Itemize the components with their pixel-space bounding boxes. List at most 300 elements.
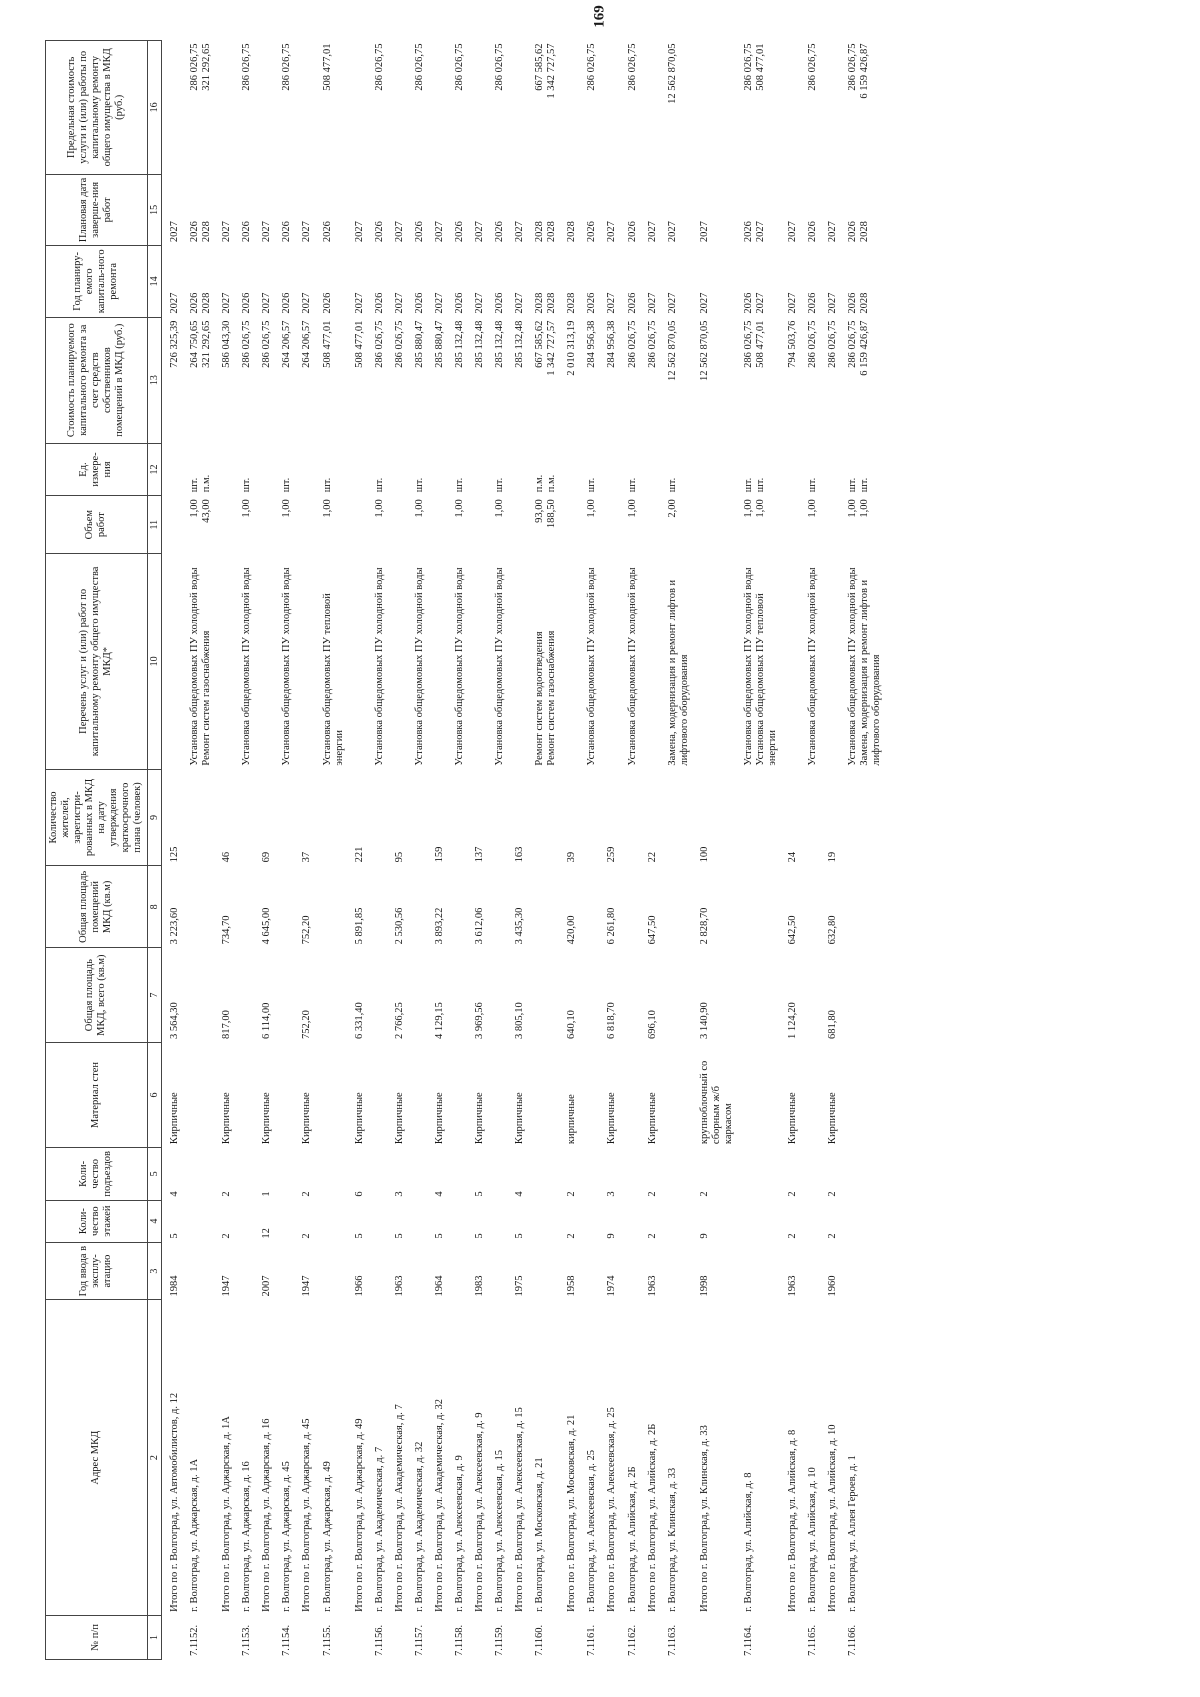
repair-year-cell-line: 2026 <box>807 292 819 314</box>
cost-cell-line: 264 206,57 <box>301 320 313 368</box>
cost-cell-line: 286 026,75 <box>626 320 638 368</box>
table-total-row <box>467 41 487 1660</box>
repair-year-cell-line: 2027 <box>353 292 365 314</box>
floors-cell: 2 <box>566 1233 578 1239</box>
table-total-row <box>507 41 527 1660</box>
cost-cell <box>599 317 619 443</box>
unit-cell-line: шт. <box>807 477 819 493</box>
commission-year-cell: 1963 <box>787 1275 799 1297</box>
table-total-row <box>692 41 736 1660</box>
works-cell-line: Установка общедомовых ПУ холодной воды <box>413 567 425 766</box>
repair-year-cell <box>692 246 736 317</box>
premises-area-cell: 420,00 <box>566 915 578 945</box>
completion-date-cell <box>660 174 692 245</box>
row-number: 7.1157. <box>413 1624 425 1656</box>
premises-area-cell: 632,80 <box>827 915 839 945</box>
unit-cell <box>347 443 367 496</box>
cost-cell <box>182 317 214 443</box>
works-cell <box>579 554 599 770</box>
residents-cell: 37 <box>301 851 313 863</box>
total-area-cell <box>315 948 347 1043</box>
table-row <box>367 41 387 1660</box>
commission-year-cell <box>274 1242 294 1300</box>
works-cell <box>347 554 367 770</box>
works-cell <box>315 554 347 770</box>
repair-year-cell <box>487 246 507 317</box>
column-number-14: 14 <box>147 246 162 317</box>
commission-year-cell <box>447 1242 467 1300</box>
column-number-6: 6 <box>147 1042 162 1147</box>
volume-cell <box>487 496 507 554</box>
unit-cell <box>467 443 487 496</box>
entrances-cell <box>367 1148 387 1201</box>
cost-cell <box>234 317 254 443</box>
works-cell-line: Замена, модернизация и ремонт лифтов и лифтового оборудования <box>666 579 690 766</box>
wall-material-cell <box>182 1042 214 1147</box>
completion-date-cell <box>692 174 736 245</box>
max-cost-cell-line: 286 026,75 <box>241 43 253 91</box>
repair-year-cell-line: 2028 <box>201 292 213 314</box>
row-number <box>507 1615 527 1659</box>
address-cell: г. Волгоград, ул. Аджарская, д. 49 <box>321 1461 333 1612</box>
address-cell: г. Волгоград, ул. Московская, д. 21 <box>534 1457 546 1612</box>
wall-material-cell <box>800 1042 820 1147</box>
cost-cell-line: 284 956,38 <box>586 320 598 368</box>
floors-cell <box>620 1200 640 1242</box>
entrances-cell: 2 <box>646 1191 658 1197</box>
repair-year-cell-line: 2028 <box>534 292 546 314</box>
volume-cell <box>347 496 367 554</box>
completion-date-cell-line: 2026 <box>321 221 333 243</box>
address-cell: г. Волгоград, ул. Академическая, д. 32 <box>413 1441 425 1612</box>
repair-year-cell-line: 2027 <box>393 292 405 314</box>
total-area-cell <box>274 948 294 1043</box>
cost-cell-line: 286 026,75 <box>847 320 859 368</box>
row-number <box>427 1615 447 1659</box>
residents-cell <box>315 769 347 866</box>
completion-date-cell-line: 2027 <box>393 221 405 243</box>
address-cell: Итого по г. Волгоград, ул. Алийская, д. 8 <box>787 1429 799 1612</box>
max-cost-cell-line: 286 026,75 <box>373 43 385 91</box>
volume-cell-line: 93,00 <box>534 499 546 523</box>
works-cell <box>640 554 660 770</box>
premises-area-cell <box>407 866 427 948</box>
floors-cell <box>527 1200 559 1242</box>
max-cost-cell <box>347 41 367 175</box>
cost-cell <box>467 317 487 443</box>
cost-cell <box>820 317 840 443</box>
column-number-2: 2 <box>147 1300 162 1615</box>
residents-cell: 137 <box>474 846 485 863</box>
completion-date-cell-line: 2026 <box>847 221 859 243</box>
cost-cell-line: 2 010 313,19 <box>566 320 578 376</box>
max-cost-cell-line: 1 342 727,57 <box>546 43 558 99</box>
column-header-13: Стоимость планируемого капитального ремонта за счет средств собственников помещений в МКД (руб.) <box>46 317 148 443</box>
unit-cell <box>736 443 780 496</box>
cost-cell-line: 264 206,57 <box>281 320 293 368</box>
table-total-row <box>347 41 367 1660</box>
wall-material-cell: крупноблочный со сборным ж/б каркасом <box>698 1060 734 1145</box>
address-cell: Итого по г. Волгоград, ул. Академическая, д. 7 <box>393 1404 405 1612</box>
max-cost-cell-line: 286 026,75 <box>281 43 293 91</box>
works-cell <box>736 554 780 770</box>
table-body <box>162 41 885 1660</box>
volume-cell <box>527 496 559 554</box>
commission-year-cell: 1983 <box>474 1275 485 1297</box>
row-number <box>347 1615 367 1659</box>
max-cost-cell-line: 12 562 870,05 <box>666 43 678 104</box>
max-cost-cell-line: 6 159 426,87 <box>859 43 871 99</box>
volume-cell <box>407 496 427 554</box>
residents-cell: 39 <box>566 851 578 863</box>
commission-year-cell: 1964 <box>433 1275 445 1297</box>
max-cost-cell <box>599 41 619 175</box>
total-area-cell <box>620 948 640 1043</box>
premises-area-cell <box>840 866 884 948</box>
commission-year-cell <box>527 1242 559 1300</box>
floors-cell <box>182 1200 214 1242</box>
completion-date-cell-line: 2028 <box>859 221 871 243</box>
column-number-13: 13 <box>147 317 162 443</box>
cost-cell <box>559 317 579 443</box>
residents-cell <box>274 769 294 866</box>
floors-cell: 5 <box>514 1233 526 1239</box>
completion-date-cell <box>347 174 367 245</box>
address-cell: г. Волгоград, ул. Аллея Героев, д. 1 <box>847 1455 859 1612</box>
entrances-cell <box>487 1148 507 1201</box>
residents-cell: 46 <box>221 851 233 863</box>
commission-year-cell <box>579 1242 599 1300</box>
commission-year-cell <box>407 1242 427 1300</box>
repair-year-cell <box>640 246 660 317</box>
cost-cell <box>579 317 599 443</box>
column-header-4: Коли-чество этажей <box>46 1200 148 1242</box>
repair-year-cell <box>780 246 800 317</box>
completion-date-cell-line: 2026 <box>241 221 253 243</box>
premises-area-cell: 647,50 <box>646 915 658 945</box>
premises-area-cell: 4 645,00 <box>261 907 273 945</box>
wall-material-cell: Кирпичные <box>301 1092 313 1145</box>
total-area-cell <box>800 948 820 1043</box>
premises-area-cell: 2 828,70 <box>698 907 710 945</box>
cost-cell <box>487 317 507 443</box>
works-cell-line: Установка общедомовых ПУ холодной воды <box>626 567 638 766</box>
max-cost-cell <box>820 41 840 175</box>
premises-area-cell <box>274 866 294 948</box>
commission-year-cell: 1975 <box>514 1275 526 1297</box>
completion-date-cell-line: 2026 <box>373 221 385 243</box>
works-cell-line: Установка общедомовых ПУ холодной воды <box>453 567 465 766</box>
commission-year-cell: 1984 <box>169 1275 180 1297</box>
unit-cell-line: шт. <box>413 477 425 493</box>
completion-date-cell <box>640 174 660 245</box>
column-number-11: 11 <box>147 496 162 554</box>
floors-cell: 9 <box>698 1233 710 1239</box>
completion-date-cell <box>427 174 447 245</box>
max-cost-cell-line: 286 026,75 <box>453 43 465 91</box>
total-area-cell: 752,20 <box>301 1010 313 1039</box>
repair-year-cell-line: 2026 <box>626 292 638 314</box>
wall-material-cell <box>315 1042 347 1147</box>
completion-date-cell-line: 2026 <box>281 221 293 243</box>
floors-cell <box>367 1200 387 1242</box>
cost-cell-line: 286 026,75 <box>393 320 405 368</box>
completion-date-cell-line: 2027 <box>433 221 445 243</box>
total-area-cell: 1 124,20 <box>787 1002 799 1039</box>
works-cell-line: Ремонт систем газоснабжения <box>546 630 558 766</box>
max-cost-cell-line: 508 477,01 <box>755 43 766 91</box>
row-number <box>387 1615 407 1659</box>
volume-cell <box>274 496 294 554</box>
max-cost-cell <box>387 41 407 175</box>
premises-area-cell: 5 891,85 <box>353 907 365 945</box>
volume-cell <box>427 496 447 554</box>
entrances-cell: 2 <box>221 1191 233 1197</box>
column-number-9: 9 <box>147 769 162 866</box>
volume-cell-line: 1,00 <box>586 499 598 518</box>
floors-cell: 2 <box>221 1233 233 1239</box>
volume-cell-line: 1,00 <box>847 499 859 518</box>
cost-cell-line: 286 026,75 <box>646 320 658 368</box>
column-header-5: Коли-чество подъездов <box>46 1148 148 1201</box>
floors-cell <box>234 1200 254 1242</box>
column-header-11: Объем работ <box>46 496 148 554</box>
max-cost-cell <box>214 41 234 175</box>
max-cost-cell <box>254 41 274 175</box>
works-cell <box>387 554 407 770</box>
wall-material-cell: Кирпичные <box>474 1092 485 1145</box>
residents-cell <box>447 769 467 866</box>
completion-date-cell <box>274 174 294 245</box>
entrances-cell <box>182 1148 214 1201</box>
unit-cell <box>820 443 840 496</box>
column-number-row <box>147 41 162 1660</box>
max-cost-cell <box>507 41 527 175</box>
volume-cell <box>507 496 527 554</box>
premises-area-cell: 6 261,80 <box>606 907 618 945</box>
row-number: 7.1162. <box>626 1624 638 1656</box>
table-row <box>579 41 599 1660</box>
unit-cell <box>162 443 183 496</box>
repair-year-cell <box>407 246 427 317</box>
completion-date-cell-line: 2027 <box>606 221 618 243</box>
completion-date-cell-line: 2027 <box>474 221 485 243</box>
cost-cell <box>427 317 447 443</box>
cost-cell <box>162 317 183 443</box>
floors-cell: 9 <box>606 1233 618 1239</box>
cost-cell <box>660 317 692 443</box>
residents-cell: 19 <box>827 851 839 863</box>
max-cost-cell <box>274 41 294 175</box>
premises-area-cell <box>620 866 640 948</box>
works-cell <box>527 554 559 770</box>
premises-area-cell <box>660 866 692 948</box>
unit-cell <box>559 443 579 496</box>
residents-cell: 95 <box>393 851 405 863</box>
row-number <box>254 1615 274 1659</box>
address-cell: Итого по г. Волгоград, ул. Алексеевская, д. 9 <box>474 1412 485 1612</box>
table-header-row <box>46 41 148 1660</box>
works-cell-line: Установка общедомовых ПУ холодной воды <box>742 567 754 766</box>
cost-cell-line: 285 132,48 <box>514 320 526 368</box>
table-row <box>182 41 214 1660</box>
commission-year-cell <box>736 1242 780 1300</box>
wall-material-cell <box>447 1042 467 1147</box>
column-number-15: 15 <box>147 174 162 245</box>
column-header-3: Год ввода в эксплу-атацию <box>46 1242 148 1300</box>
floors-cell <box>660 1200 692 1242</box>
wall-material-cell <box>367 1042 387 1147</box>
max-cost-cell <box>427 41 447 175</box>
premises-area-cell: 734,70 <box>221 915 233 945</box>
repair-year-cell <box>162 246 183 317</box>
works-cell-line: Ремонт систем газоснабжения <box>201 630 213 766</box>
volume-cell <box>599 496 619 554</box>
unit-cell-line: шт. <box>755 477 766 493</box>
repair-year-cell-line: 2027 <box>261 292 273 314</box>
cost-cell-line: 286 026,75 <box>241 320 253 368</box>
wall-material-cell: Кирпичные <box>169 1092 180 1145</box>
premises-area-cell: 3 223,60 <box>169 907 180 945</box>
address-cell: Итого по г. Волгоград, ул. Клинская, д. 33 <box>698 1425 710 1612</box>
works-cell <box>599 554 619 770</box>
column-header-8: Общая площадь помещений МКД (кв.м) <box>46 866 148 948</box>
row-number: 7.1164. <box>742 1624 754 1656</box>
residents-cell: 125 <box>169 846 180 863</box>
works-cell <box>162 554 183 770</box>
table-total-row <box>820 41 840 1660</box>
capital-repair-table <box>45 40 885 1660</box>
repair-year-cell <box>840 246 884 317</box>
total-area-cell: 817,00 <box>221 1010 233 1039</box>
wall-material-cell: Кирпичные <box>787 1092 799 1145</box>
address-cell: Итого по г. Волгоград, ул. Аджарская, д. 45 <box>301 1418 313 1612</box>
unit-cell <box>182 443 214 496</box>
unit-cell-line: шт. <box>241 477 253 493</box>
cost-cell-line: 286 026,75 <box>261 320 273 368</box>
cost-cell-line: 285 880,47 <box>413 320 425 368</box>
cost-cell-line: 586 043,30 <box>221 320 233 368</box>
commission-year-cell <box>182 1242 214 1300</box>
unit-cell <box>800 443 820 496</box>
works-cell-line: Установка общедомовых ПУ холодной воды <box>494 567 506 766</box>
unit-cell <box>780 443 800 496</box>
column-header-15: Плановая дата заверше-ния работ <box>46 174 148 245</box>
row-number: 7.1154. <box>281 1624 293 1656</box>
premises-area-cell: 3 612,06 <box>474 907 485 945</box>
floors-cell <box>800 1200 820 1242</box>
table-row <box>620 41 640 1660</box>
address-cell: Итого по г. Волгоград, ул. Алийская, д. 2Б <box>646 1423 658 1612</box>
unit-cell <box>507 443 527 496</box>
entrances-cell: 4 <box>169 1191 180 1197</box>
completion-date-cell <box>294 174 314 245</box>
entrances-cell <box>447 1148 467 1201</box>
total-area-cell: 6 331,40 <box>353 1002 365 1039</box>
floors-cell: 5 <box>433 1233 445 1239</box>
cost-cell-line: 264 750,65 <box>189 320 201 368</box>
completion-date-cell-line: 2027 <box>698 221 710 243</box>
residents-cell: 259 <box>606 846 618 863</box>
wall-material-cell: Кирпичные <box>433 1092 445 1145</box>
repair-year-cell <box>660 246 692 317</box>
premises-area-cell <box>315 866 347 948</box>
unit-cell <box>387 443 407 496</box>
repair-year-cell-line: 2026 <box>241 292 253 314</box>
column-number-1: 1 <box>147 1615 162 1659</box>
row-number: 7.1166. <box>847 1624 859 1656</box>
volume-cell <box>820 496 840 554</box>
table-row <box>234 41 254 1660</box>
cost-cell-line: 726 325,39 <box>169 320 180 368</box>
works-cell <box>367 554 387 770</box>
wall-material-cell: Кирпичные <box>514 1092 526 1145</box>
cost-cell-line: 12 562 870,05 <box>698 320 710 381</box>
volume-cell-line: 1,00 <box>494 499 506 518</box>
wall-material-cell: Кирпичные <box>646 1092 658 1145</box>
unit-cell-line: п.м. <box>534 474 546 493</box>
cost-cell-line: 285 880,47 <box>433 320 445 368</box>
address-cell: г. Волгоград, ул. Академическая, д. 7 <box>373 1446 385 1612</box>
repair-year-cell-line: 2027 <box>646 292 658 314</box>
cost-cell <box>736 317 780 443</box>
max-cost-cell <box>527 41 559 175</box>
max-cost-cell <box>559 41 579 175</box>
page-number: 169 <box>591 5 608 28</box>
address-cell: Итого по г. Волгоград, ул. Алексеевская, д. 25 <box>606 1407 618 1612</box>
address-cell: Итого по г. Волгоград, ул. Алийская, д. 10 <box>827 1424 839 1612</box>
table-total-row <box>640 41 660 1660</box>
volume-cell <box>620 496 640 554</box>
volume-cell <box>214 496 234 554</box>
residents-cell <box>367 769 387 866</box>
repair-year-cell <box>559 246 579 317</box>
unit-cell-line: шт. <box>586 477 598 493</box>
cost-cell <box>692 317 736 443</box>
cost-cell-line: 667 585,62 <box>534 320 546 368</box>
row-number <box>780 1615 800 1659</box>
floors-cell: 2 <box>827 1233 839 1239</box>
unit-cell-line: шт. <box>626 477 638 493</box>
volume-cell <box>800 496 820 554</box>
max-cost-cell <box>692 41 736 175</box>
unit-cell <box>599 443 619 496</box>
repair-year-cell <box>507 246 527 317</box>
completion-date-cell-line: 2026 <box>494 221 506 243</box>
unit-cell <box>407 443 427 496</box>
cost-cell-line: 321 292,65 <box>201 320 213 368</box>
max-cost-cell <box>407 41 427 175</box>
cost-cell-line: 285 132,48 <box>494 320 506 368</box>
commission-year-cell: 1958 <box>566 1275 578 1297</box>
completion-date-cell <box>162 174 183 245</box>
max-cost-cell <box>620 41 640 175</box>
volume-cell-line: 1,00 <box>859 499 871 518</box>
floors-cell: 5 <box>474 1233 485 1239</box>
entrances-cell: 2 <box>698 1191 710 1197</box>
cost-cell <box>387 317 407 443</box>
unit-cell-line: шт. <box>742 477 754 493</box>
completion-date-cell-line: 2027 <box>169 221 180 243</box>
works-cell <box>559 554 579 770</box>
repair-year-cell-line: 2026 <box>586 292 598 314</box>
wall-material-cell: Кирпичные <box>221 1092 233 1145</box>
volume-cell-line: 1,00 <box>755 499 766 518</box>
completion-date-cell-line: 2026 <box>189 221 201 243</box>
entrances-cell: 2 <box>301 1191 313 1197</box>
completion-date-cell <box>407 174 427 245</box>
address-cell: Итого по г. Волгоград, ул. Московская, д. 21 <box>566 1414 578 1612</box>
